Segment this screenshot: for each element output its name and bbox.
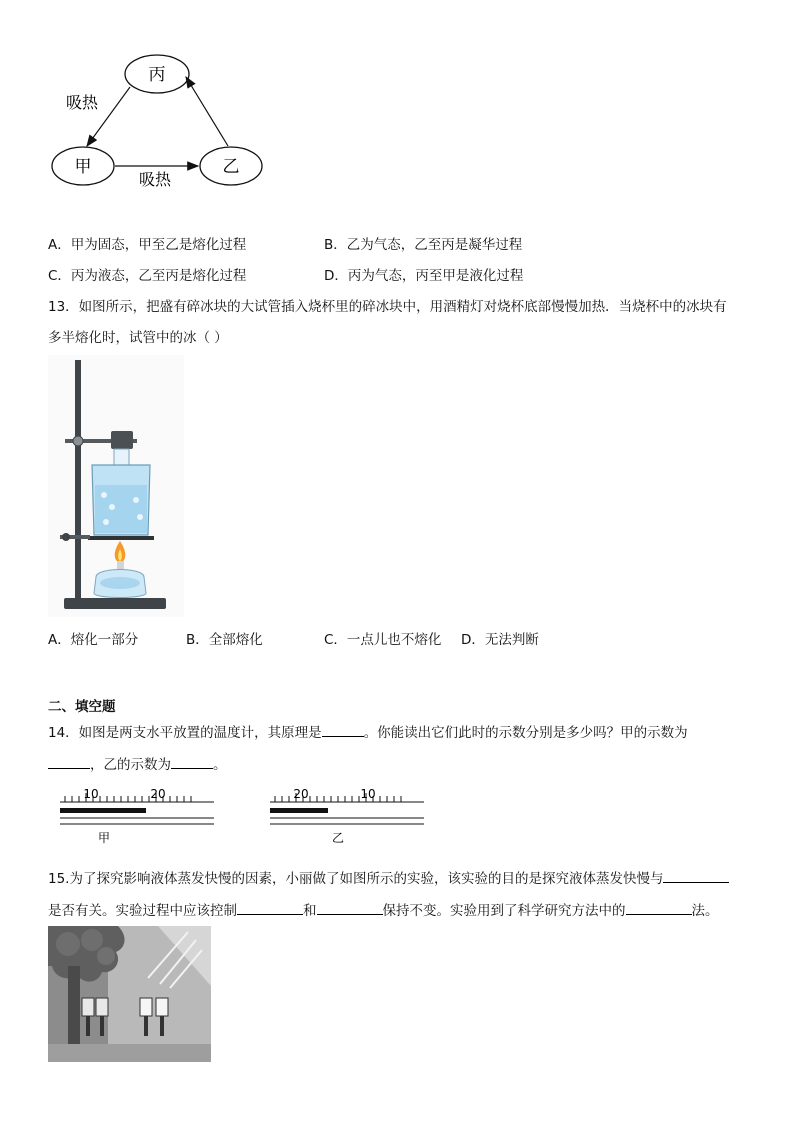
q13-stem-line2: 多半熔化时，试管中的冰（ ） bbox=[48, 330, 228, 346]
q14-stem-part3: ，乙的示数为 bbox=[90, 757, 171, 773]
thermometer-jia bbox=[56, 786, 218, 848]
heating-apparatus-figure bbox=[48, 355, 184, 617]
q15-line2-a: 是否有关。实验过程中应该控制 bbox=[48, 903, 237, 919]
state-cycle-diagram bbox=[40, 45, 280, 195]
thermometer-jia-liquid bbox=[60, 808, 146, 813]
q15-blank-control1[interactable] bbox=[237, 901, 303, 915]
q14-stem-part2: 。你能读出它们此时的示数分别是多少吗？甲的示数为 bbox=[363, 725, 688, 741]
q12-option-c: C．丙为液态，乙至丙是熔化过程 bbox=[48, 268, 247, 284]
q15-blank-method[interactable] bbox=[626, 901, 692, 915]
q15-line2-b: 和 bbox=[303, 903, 317, 919]
q14-stem-line2 bbox=[48, 753, 227, 773]
node-top-label: 丙 bbox=[148, 65, 166, 85]
q15-blank-control2[interactable] bbox=[317, 901, 383, 915]
q13-option-d: D．无法判断 bbox=[461, 632, 539, 648]
thermometer-jia-tick1: 10 bbox=[83, 787, 99, 801]
q12-option-d: D．丙为气态，丙至甲是液化过程 bbox=[324, 268, 524, 284]
q13-option-c: C．一点儿也不熔化 bbox=[324, 632, 442, 648]
q14-stem-part1: 14．如图是两支水平放置的温度计，其原理是 bbox=[48, 725, 322, 741]
q15-line2-d: 法。 bbox=[691, 903, 719, 919]
thermometer-yi-tick2: 10 bbox=[360, 787, 376, 801]
q15-line1 bbox=[48, 867, 729, 887]
q13-option-a: A．熔化一部分 bbox=[48, 632, 139, 648]
q15-blank-factor[interactable] bbox=[663, 869, 729, 883]
section-heading: 二、填空题 bbox=[48, 699, 116, 715]
thermometer-jia-tick2: 20 bbox=[150, 787, 166, 801]
q15-line2-c: 保持不变。实验用到了科学研究方法中的 bbox=[382, 903, 626, 919]
arrow-right-to-top bbox=[186, 77, 228, 146]
q14-blank-yi[interactable] bbox=[171, 755, 213, 769]
q14-stem-line1 bbox=[48, 721, 688, 741]
label-left-arrow: 吸热 bbox=[66, 93, 99, 112]
q13-stem-line1: 13．如图所示，把盛有碎冰块的大试管插入烧杯里的碎冰块中，用酒精灯对烧杯底部慢慢加热．当烧杯中的冰块有 bbox=[48, 299, 727, 315]
thermometer-yi bbox=[266, 786, 428, 848]
q14-blank-principle[interactable] bbox=[322, 723, 364, 737]
node-right-label: 乙 bbox=[222, 157, 240, 177]
evaporation-experiment-figure bbox=[48, 926, 211, 1062]
label-bottom-arrow: 吸热 bbox=[139, 170, 172, 189]
thermometer-yi-liquid bbox=[270, 808, 328, 813]
q15-line2 bbox=[48, 899, 719, 919]
q14-blank-jia[interactable] bbox=[48, 755, 90, 769]
q14-stem-part4: 。 bbox=[213, 757, 227, 773]
q12-option-b: B．乙为气态，乙至丙是凝华过程 bbox=[324, 237, 523, 253]
q13-option-b: B．全部熔化 bbox=[186, 632, 263, 648]
thermometer-yi-label: 乙 bbox=[331, 831, 345, 845]
thermometer-jia-label: 甲 bbox=[97, 831, 111, 845]
q15-line1-text: 15.为了探究影响液体蒸发快慢的因素，小丽做了如图所示的实验，该实验的目的是探究液体蒸发快慢与 bbox=[48, 871, 664, 887]
q12-option-a: A．甲为固态，甲至乙是熔化过程 bbox=[48, 237, 247, 253]
node-left-label: 甲 bbox=[74, 157, 92, 177]
thermometer-yi-tick1: 20 bbox=[293, 787, 309, 801]
